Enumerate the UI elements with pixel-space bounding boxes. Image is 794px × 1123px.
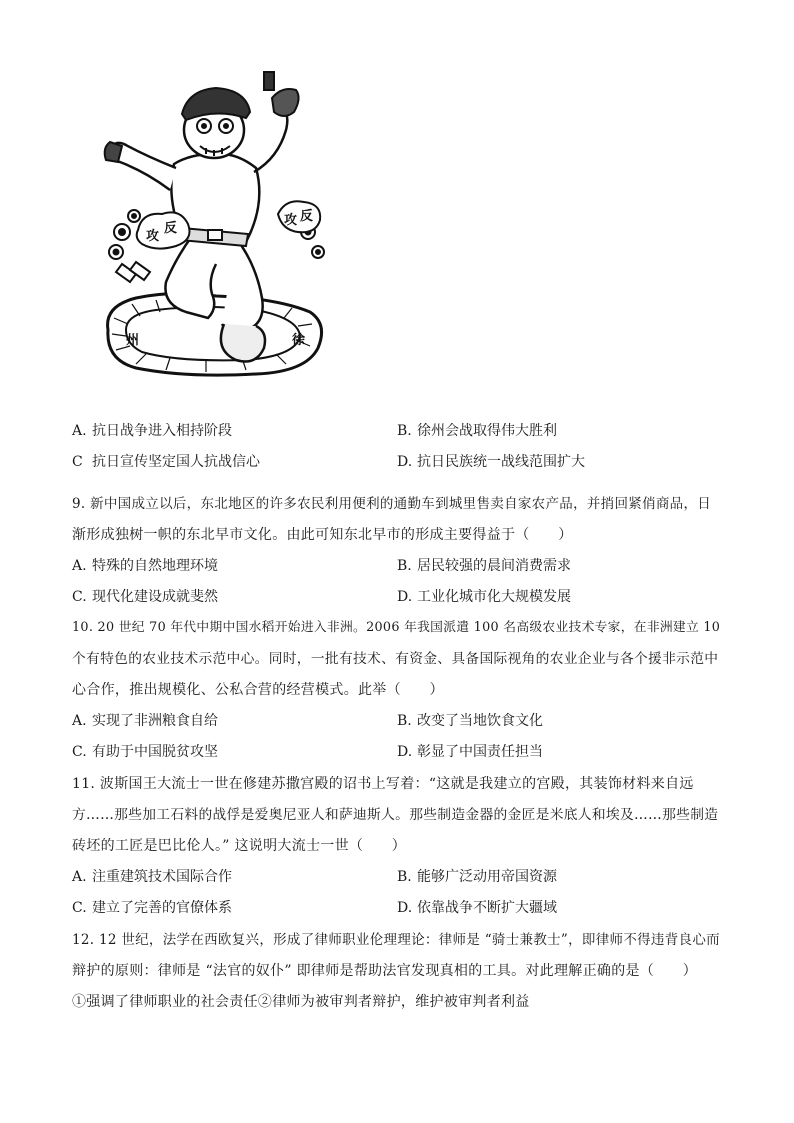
option-text: 工业化城市化大规模发展 (417, 589, 571, 605)
option-text: 建立了完善的官僚体系 (92, 900, 232, 916)
option-letter: A. (72, 713, 87, 729)
q11-option-c[interactable] (72, 898, 232, 918)
option-text: 抗日战争进入相持阶段 (92, 423, 232, 439)
option-letter: D. (397, 900, 413, 916)
option-letter: A. (72, 423, 87, 439)
option-text: 实现了非洲粮食自给 (92, 713, 218, 729)
option-text: 注重建筑技术国际合作 (92, 869, 232, 885)
option-text: 抗日民族统一战线范围扩大 (417, 454, 585, 470)
cartoon-label-xu: 徐 (292, 333, 306, 348)
option-letter: C. (72, 900, 87, 916)
option-text: 改变了当地饮食文化 (417, 713, 543, 729)
cartoon-illustration (96, 68, 332, 386)
option-letter: B. (397, 423, 412, 439)
option-text: 彰显了中国责任担当 (417, 744, 543, 760)
option-letter: C. (72, 744, 87, 760)
q10-stem-line-1: 10. 20 世纪 70 年代中期中国水稻开始进入非洲。2006 年我国派遣 100 名高级农业技术专家，在非洲建立 10 (72, 620, 721, 635)
q9-stem-line-2: 渐形成独树一帜的东北早市文化。由此可知东北早市的形成主要得益于（ ） (72, 527, 573, 543)
option-letter: B. (397, 713, 412, 729)
option-text: 有助于中国脱贫攻坚 (92, 744, 218, 760)
option-text: 能够广泛动用帝国资源 (417, 869, 557, 885)
q11-option-d[interactable] (397, 898, 557, 918)
q11-stem-line-2: 方……那些加工石料的战俘是爱奥尼亚人和萨迪斯人。那些制造金器的金匠是米底人和埃及……那些制造 (72, 807, 719, 823)
q11-option-a[interactable] (72, 867, 232, 887)
cartoon-label-zhou: 州 (126, 333, 140, 348)
option-letter: C. (72, 589, 87, 605)
q8-option-d[interactable] (397, 452, 585, 472)
q9-option-a[interactable] (72, 556, 218, 576)
option-text: 居民较强的晨间消费需求 (417, 558, 571, 574)
cartoon-label-counter-left: 反 (164, 221, 178, 236)
cartoon-label-attack-left: 攻 (146, 229, 160, 244)
cartoon-label-counter-right: 反 (300, 209, 314, 224)
q9-option-c[interactable] (72, 587, 218, 607)
q12-stem-line-2: 辩护的原则：律师是 “法官的奴仆” 即律师是帮助法官发现真相的工具。对此理解正确的是（ ） (72, 963, 698, 979)
option-letter: A. (72, 869, 87, 885)
q10-stem-line-2: 个有特色的农业技术示范中心。同时，一批有技术、有资金、具备国际视角的农业企业与各个援非示范中 (72, 651, 719, 667)
option-letter: D. (397, 744, 413, 760)
option-text: 依靠战争不断扩大疆域 (417, 900, 557, 916)
q9-option-d[interactable] (397, 587, 571, 607)
q11-stem-line-3: 砖坯的工匠是巴比伦人。” 这说明大流士一世（ ） (72, 838, 407, 854)
option-text: 徐州会战取得伟大胜利 (417, 423, 557, 439)
q12-stem-line-3: ①强调了律师职业的社会责任②律师为被审判者辩护，维护被审判者利益 (72, 994, 530, 1010)
option-text: 抗日宣传坚定国人抗战信心 (92, 454, 260, 470)
q11-option-b[interactable] (397, 867, 557, 887)
q8-option-b[interactable] (397, 421, 557, 441)
option-letter: B. (397, 558, 412, 574)
option-letter: D. (397, 454, 413, 470)
cartoon-label-attack-right: 攻 (284, 213, 298, 228)
option-letter: C (72, 454, 83, 470)
option-text: 现代化建设成就斐然 (92, 589, 218, 605)
q12-stem-line-1: 12. 12 世纪，法学在西欧复兴，形成了律师职业伦理理论：律师是 “骑士兼教士”，即律师不得违背良心而 (72, 932, 720, 948)
q8-option-a[interactable] (72, 421, 232, 441)
q10-stem-line-3: 心合作，推出规模化、公私合营的经营模式。此举（ ） (72, 682, 444, 698)
q8-option-c[interactable] (72, 452, 260, 472)
option-letter: B. (397, 869, 412, 885)
q10-option-a[interactable] (72, 711, 218, 731)
q9-stem-line-1: 9. 新中国成立以后，东北地区的许多农民利用便利的通勤车到城里售卖自家农产品，并捎回紧俏商品，日 (72, 496, 712, 512)
q10-option-d[interactable] (397, 742, 543, 762)
q10-option-b[interactable] (397, 711, 543, 731)
option-letter: A. (72, 558, 87, 574)
q9-option-b[interactable] (397, 556, 571, 576)
option-letter: D. (397, 589, 413, 605)
option-text: 特殊的自然地理环境 (92, 558, 218, 574)
q10-option-c[interactable] (72, 742, 218, 762)
q11-stem-line-1: 11. 波斯国王大流士一世在修建苏撒宫殿的诏书上写着：“这就是我建立的宫殿，其装饰材料来自远 (72, 776, 694, 792)
